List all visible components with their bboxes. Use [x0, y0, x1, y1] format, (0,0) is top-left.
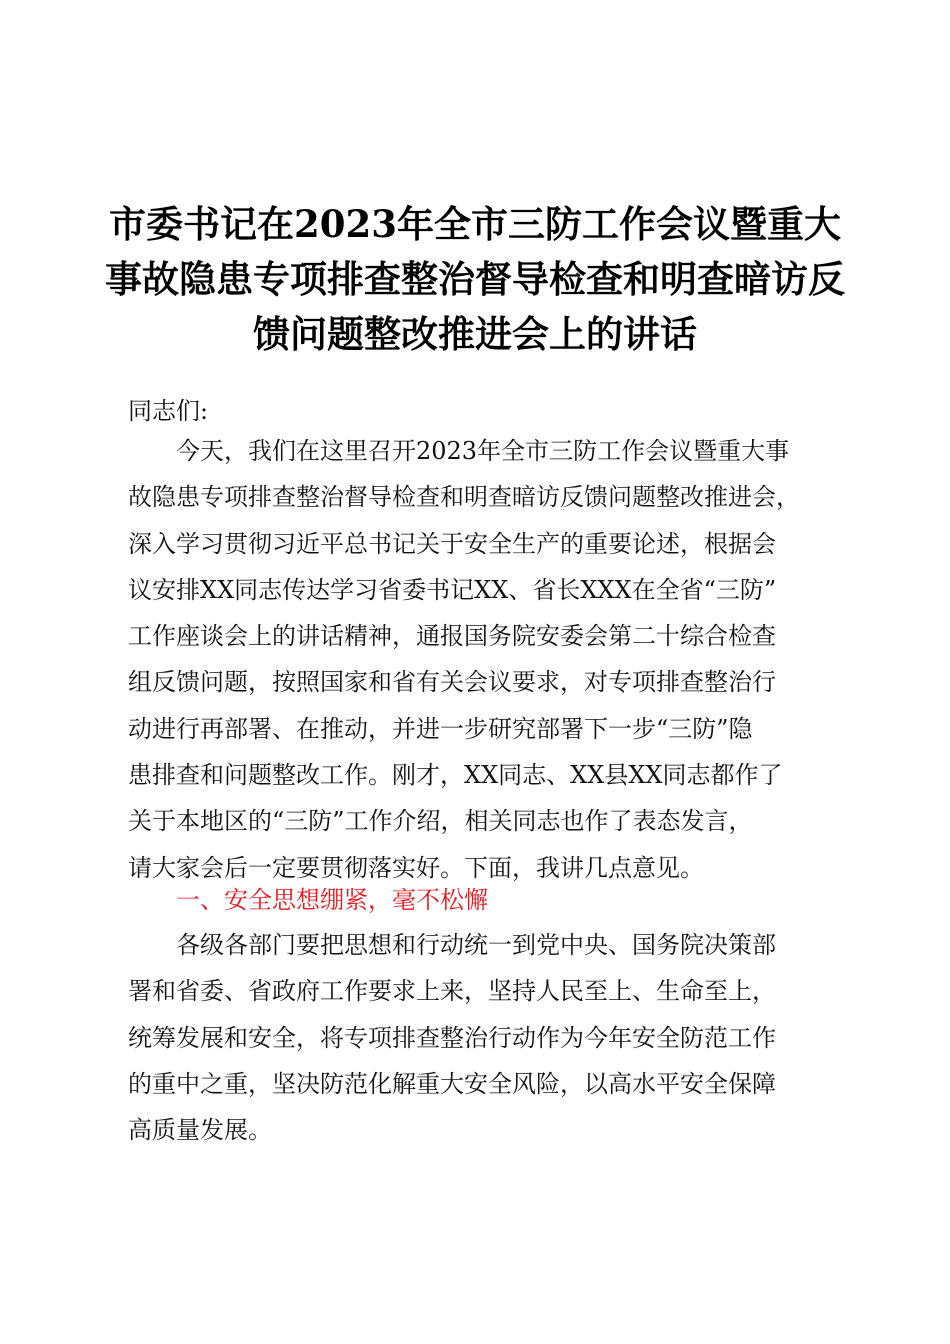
paragraph-line: 署和省委、省政府工作要求上来，坚持人民至上、生命至上，: [128, 977, 776, 1006]
title-line-1: 市委书记在2023年全市三防工作会议暨重大: [109, 202, 841, 246]
salutation: 同志们:: [128, 397, 209, 425]
paragraph-line: 关于本地区的“三防”工作介绍，相关同志也作了表态发言，: [128, 807, 753, 836]
paragraph-line: 高质量发展。: [128, 1116, 272, 1145]
title-line-3: 馈问题整改推进会上的讲话: [253, 312, 697, 356]
paragraph-line: 组反馈问题，按照国家和省有关会议要求，对专项排查整治行: [128, 668, 776, 697]
title-line-2: 事故隐患专项排查整治督导检查和明查暗访反: [105, 257, 845, 301]
paragraph-section-1: [128, 922, 828, 1153]
paragraph-line: 工作座谈会上的讲话精神，通报国务院安委会第二十综合检查: [128, 622, 776, 651]
section-heading-1: 一、安全思想绷紧，毫不松懈: [176, 886, 488, 914]
paragraph-line: 的重中之重，坚决防范化解重大安全风险，以高水平安全保障: [128, 1069, 776, 1098]
paragraph-line: 今天，我们在这里召开2023年全市三防工作会议暨重大事: [128, 437, 790, 465]
paragraph-line: 动进行再部署、在推动，并进一步研究部署下一步“三防”隐: [128, 714, 753, 743]
paragraph-line: 议安排XX同志传达学习省委书记XX、省长XXX在全省“三防”: [128, 575, 777, 604]
paragraph-line: 请大家会后一定要贯彻落实好。下面，我讲几点意见。: [128, 853, 704, 882]
paragraph-line: 统筹发展和安全，将专项排查整治行动作为今年安全防范工作: [128, 1023, 776, 1052]
paragraph-line: 故隐患专项排查整治督导检查和明查暗访反馈问题整改推进会，: [128, 483, 800, 512]
paragraph-line: 深入学习贯彻习近平总书记关于安全生产的重要论述，根据会: [128, 529, 776, 558]
paragraph-intro: [128, 428, 828, 891]
paragraph-line: 各级各部门要把思想和行动统一到党中央、国务院决策部: [128, 931, 776, 959]
paragraph-line: 患排查和问题整改工作。刚才，XX同志、XX县XX同志都作了: [128, 761, 783, 790]
document-title: [100, 197, 850, 362]
